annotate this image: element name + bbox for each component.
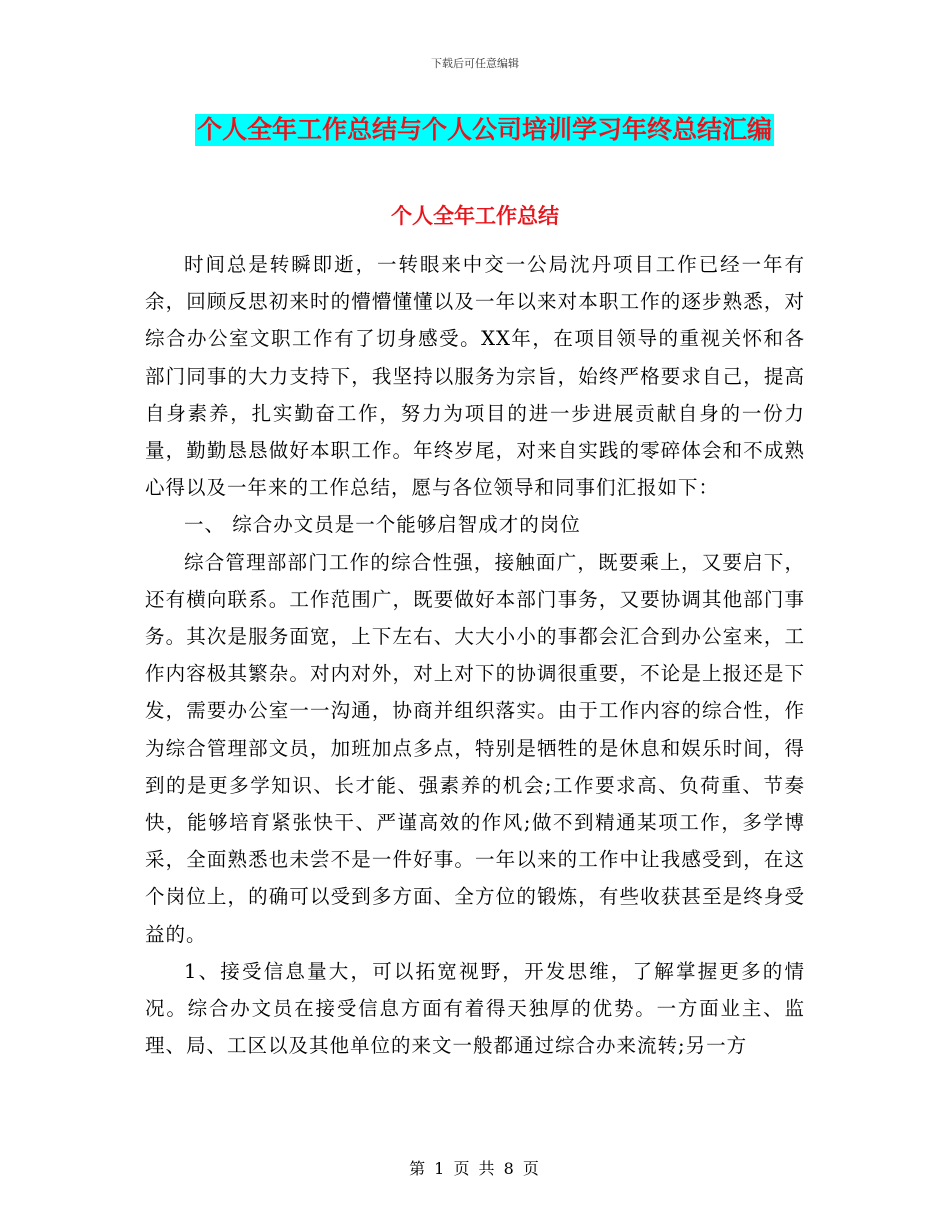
page-number: 第 1 页 共 8 页 [409,1159,541,1178]
paragraph: 综合管理部部门工作的综合性强，接触面广，既要乘上，又要启下，还有横向联系。工作范围广，既要做好本部门事务，又要协调其他部门事务。其次是服务面宽，上下左右、大大小小的事都会汇合到办公室来，工作内容极其繁杂。对内对外，对上对下的协调很重要，不论是上报还是下发，需要办公室一一沟通，协商并组织落实。由于工作内容的综合性，作为综合管理部文员，加班加点多点，特别是牺牲的是休息和娱乐时间，得到的是更多学知识、长才能、强素养的机会;工作要求高、负荷重、节奏快，能够培育紧张快干、严谨高效的作风;做不到精通某项工作，多学博采，全面熟悉也未尝不是一件好事。一年以来的工作中让我感受到，在这个岗位上，的确可以受到多方面、全方位的锻炼，有些收获甚至是终身受益的。 [145,550,805,946]
header-note: 下载后可任意编辑 [431,57,519,70]
paragraph: 1、接受信息量大，可以拓宽视野，开发思维，了解掌握更多的情况。综合办文员在接受信息方面有着得天独厚的优势。一方面业主、监理、局、工区以及其他单位的来文一般都通过综合办来流转;另一方 [145,959,805,1058]
section-title: 个人全年工作总结 [391,204,559,228]
paragraph-heading: 一、 综合办文员是一个能够启智成才的岗位 [184,513,581,537]
document-title: 个人全年工作总结与个人公司培训学习年终总结汇编 [197,115,773,144]
document-body [145,246,805,1064]
paragraph: 时间总是转瞬即逝，一转眼来中交一公局沈丹项目工作已经一年有余，回顾反思初来时的懵懵懂懂以及一年以来对本职工作的逐步熟悉，对综合办公室文职工作有了切身感受。XX年，在项目领导的重视关怀和各部门同事的大力支持下，我坚持以服务为宗旨，始终严格要求自己，提高自身素养，扎实勤奋工作，努力为项目的进一步进展贡献自身的一份力量，勤勤恳恳做好本职工作。年终岁尾，对来自实践的零碎体会和不成熟心得以及一年来的工作总结，愿与各位领导和同事们汇报如下： [145,253,805,500]
